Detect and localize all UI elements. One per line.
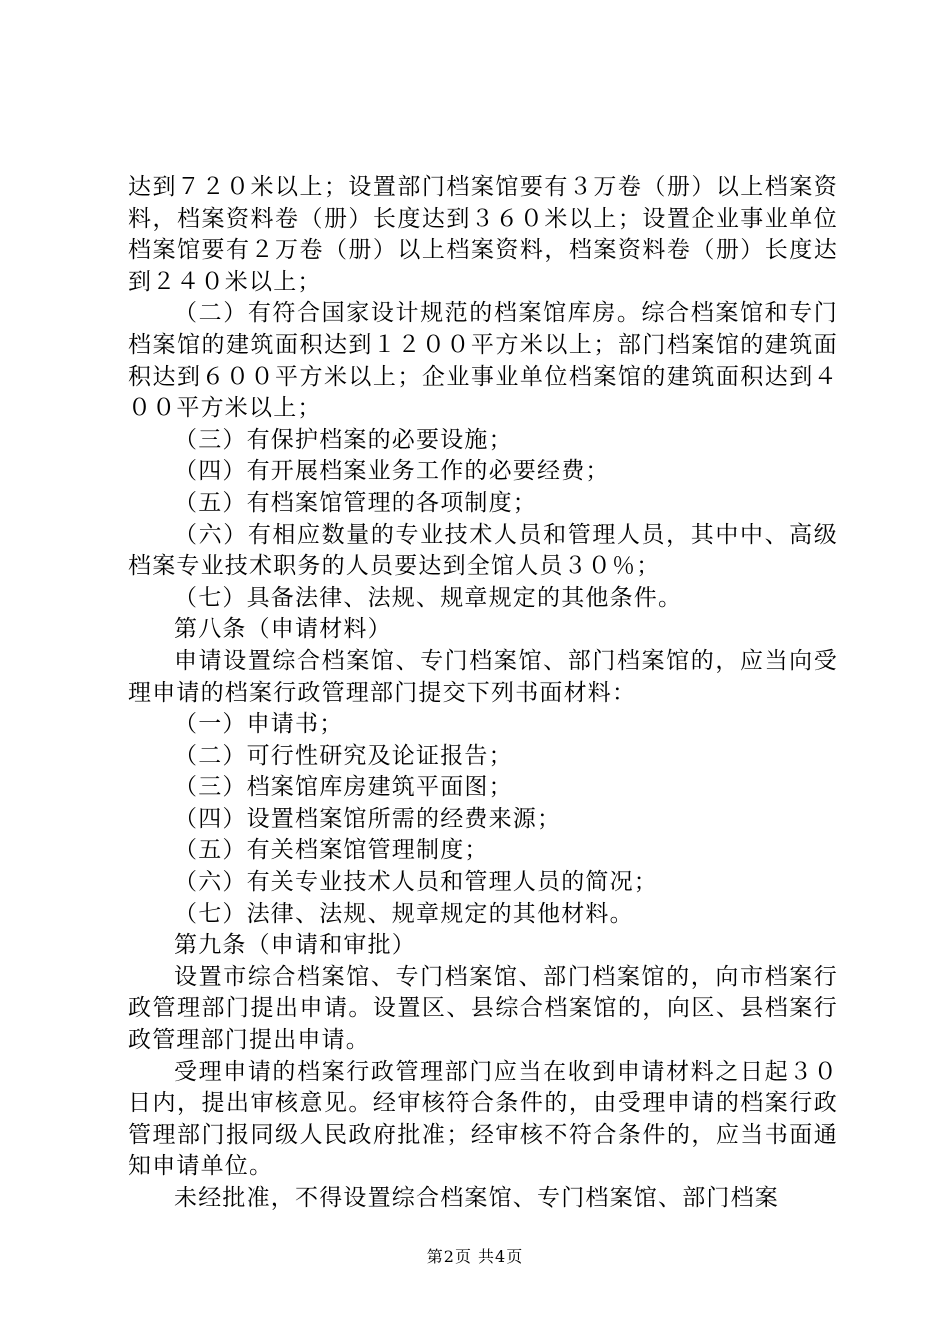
paragraph-9: 申请设置综合档案馆、专门档案馆、部门档案馆的，应当向受理申请的档案行政管理部门提交下列书面材料： <box>128 647 838 706</box>
paragraph-13: （四）设置档案馆所需的经费来源； <box>174 805 562 832</box>
paragraph-5: （五）有档案馆管理的各项制度； <box>174 489 537 516</box>
paragraph-7: （七）具备法律、法规、规章规定的其他条件。 <box>174 584 683 611</box>
paragraph-4: （四）有开展档案业务工作的必要经费； <box>174 458 610 485</box>
page-number-footer: 第2页 共4页 <box>426 1247 524 1266</box>
paragraph-20: 未经批准，不得设置综合档案馆、专门档案馆、部门档案 <box>174 1185 779 1211</box>
paragraph-12: （三）档案馆库房建筑平面图； <box>174 774 513 801</box>
paragraph-18: 设置市综合档案馆、专门档案馆、部门档案馆的，向市档案行政管理部门提出申请。设置区、县综合档案馆的，向区、县档案行政管理部门提出申请。 <box>128 963 838 1054</box>
paragraph-2: （二）有符合国家设计规范的档案馆库房。综合档案馆和专门档案馆的建筑面积达到１２００平方米以上；部门档案馆的建筑面积达到６００平方米以上；企业事业单位档案馆的建筑面积达到４００平方米以上； <box>128 300 838 422</box>
paragraph-6: （六）有相应数量的专业技术人员和管理人员，其中中、高级档案专业技术职务的人员要达到全馆人员３０％； <box>128 521 838 580</box>
article-9-heading: 第九条（申请和审批） <box>174 932 416 959</box>
paragraph-19: 受理申请的档案行政管理部门应当在收到申请材料之日起３０日内，提出审核意见。经审核符合条件的，由受理申请的档案行政管理部门报同级人民政府批准；经审核不符合条件的，应当书面通知申请单位。 <box>128 1058 838 1180</box>
document-body <box>128 172 838 1215</box>
paragraph-15: （六）有关专业技术人员和管理人员的简况； <box>174 869 658 896</box>
paragraph-3: （三）有保护档案的必要设施； <box>174 426 513 453</box>
paragraph-10: （一）申请书； <box>174 711 344 738</box>
paragraph-14: （五）有关档案馆管理制度； <box>174 837 489 864</box>
paragraph-16: （七）法律、法规、规章规定的其他材料。 <box>174 900 634 927</box>
paragraph-11: （二）可行性研究及论证报告； <box>174 742 513 769</box>
paragraph-1: 达到７２０米以上；设置部门档案馆要有３万卷（册）以上档案资料，档案资料卷（册）长度达到３６０米以上；设置企业事业单位档案馆要有２万卷（册）以上档案资料，档案资料卷（册）长度达到２４０米以上； <box>128 174 838 295</box>
article-8-heading: 第八条（申请材料） <box>174 616 392 643</box>
